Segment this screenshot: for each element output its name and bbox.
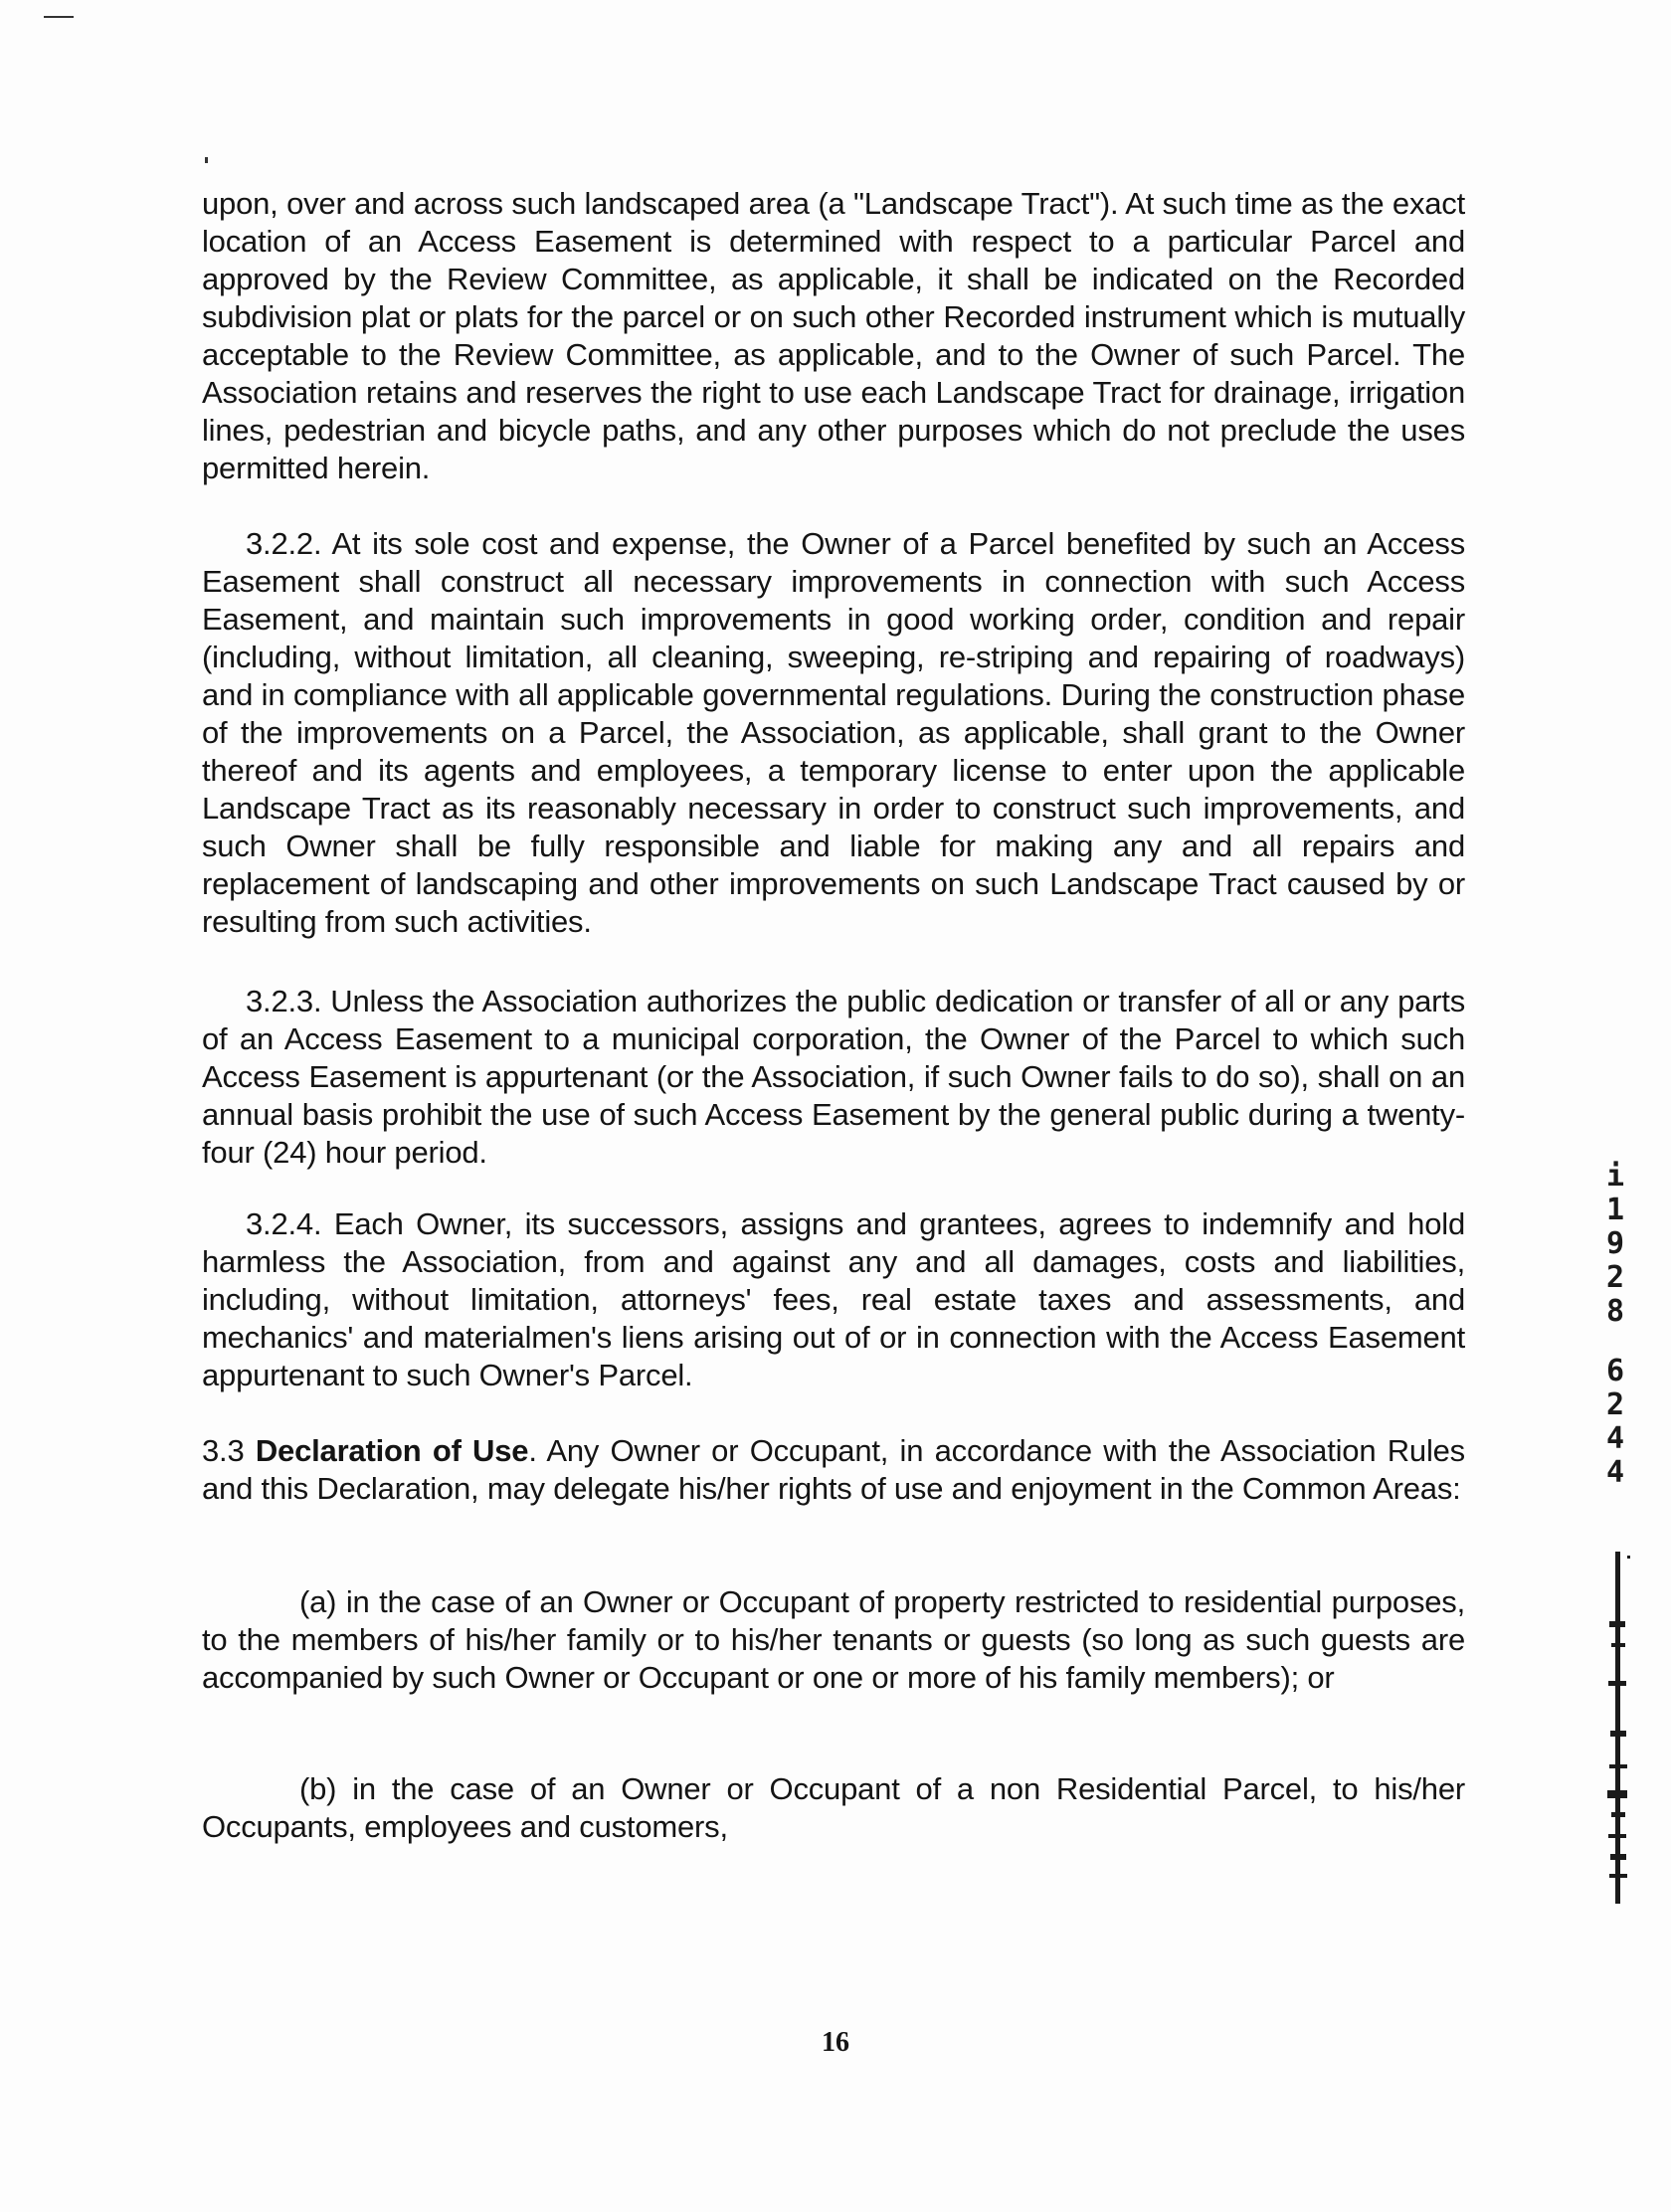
scan-mark-top-left	[44, 16, 74, 18]
recording-digit: 6	[1605, 1354, 1625, 1388]
recording-number	[1595, 1160, 1635, 1490]
recording-digit: 1	[1605, 1193, 1625, 1227]
paragraph-3-2-4: 3.2.4. Each Owner, its successors, assigns and grantees, agrees to indemnify and hold harmless the Association, from and against any and all damages, costs and liabilities, including, without limitation, attorneys' fees, real estate taxes and assessments, and mechanics' and materialmen's liens arising out of or in connection with the Access Easement appurtenant to such Owner's Parcel.	[202, 1206, 1465, 1392]
section-body: . Any Owner or Occupant, in accordance with the Association Rules and this Declaration, may delegate his/her rights of use and enjoyment in the Common Areas:	[202, 1433, 1465, 1506]
page-number: 16	[822, 2027, 849, 2058]
section-number: 3.3	[202, 1433, 256, 1468]
recording-gap	[1595, 1329, 1635, 1355]
paragraph-3-2-2: 3.2.2. At its sole cost and expense, the Owner of a Parcel benefited by such an Access Easement shall construct all necessary improvements in connection with such Access Easement, and maintain such improvements in good working order, condition and repair (including, without limitation, all cleaning, sweeping, re-striping and repairing of roadways) and in compliance with all applicable governmental regulations. During the construction phase of the improvements on a Parcel, the Association, as applicable, shall grant to the Owner thereof and its agents and employees, a temporary license to enter upon the applicable Landscape Tract as its reasonably necessary in order to construct such improvements, and such Owner shall be fully responsible and liable for making any and all repairs and replacement of landscaping and other improvements on such Landscape Tract caused by or resulting from such activities.	[202, 526, 1465, 939]
paragraph-3-2-3: 3.2.3. Unless the Association authorizes the public dedication or transfer of all or any parts of an Access Easement to a municipal corporation, the Owner of the Parcel to which such Access Easement is appurtenant (or the Association, if such Owner fails to do so), shall on an annual basis prohibit the use of such Access Easement by the general public during a twenty-four (24) hour period.	[202, 984, 1465, 1170]
paragraph-item-a: (a) in the case of an Owner or Occupant of property restricted to residential purposes, to the members of his/her family or to his/her tenants or guests (so long as such guests are accompanied by such Owner or Occupant or one or more of his family members); or	[202, 1584, 1465, 1695]
barcode-stripe	[1605, 1552, 1631, 1904]
recording-digit: 2	[1605, 1260, 1625, 1295]
recording-digit: 9	[1605, 1226, 1625, 1261]
paragraph-item-b: (b) in the case of an Owner or Occupant of a non Residential Parcel, to his/her Occupants, employees and customers,	[202, 1771, 1465, 1844]
recording-digit: 4	[1605, 1455, 1625, 1490]
recording-digit: 8	[1605, 1294, 1625, 1329]
scan-mark-small	[205, 157, 208, 163]
paragraph-3-3-declaration-of-use	[202, 1432, 1465, 1508]
recording-digit: 4	[1605, 1421, 1625, 1456]
recording-digit: i	[1605, 1159, 1625, 1194]
paragraph-landscape-tract: upon, over and across such landscaped area (a "Landscape Tract"). At such time as the exact location of an Access Easement is determined with respect to a particular Parcel and approved by the Review Committee, as applicable, it shall be indicated on the Recorded subdivision plat or plats for the parcel or on such other Recorded instrument which is mutually acceptable to the Review Committee, as applicable, and to the Owner of such Parcel. The Association retains and reserves the right to use each Landscape Tract for drainage, irrigation lines, pedestrian and bicycle paths, and any other purposes which do not preclude the uses permitted herein.	[202, 186, 1465, 485]
section-heading: Declaration of Use	[255, 1433, 529, 1468]
recording-digit: 2	[1605, 1387, 1625, 1422]
